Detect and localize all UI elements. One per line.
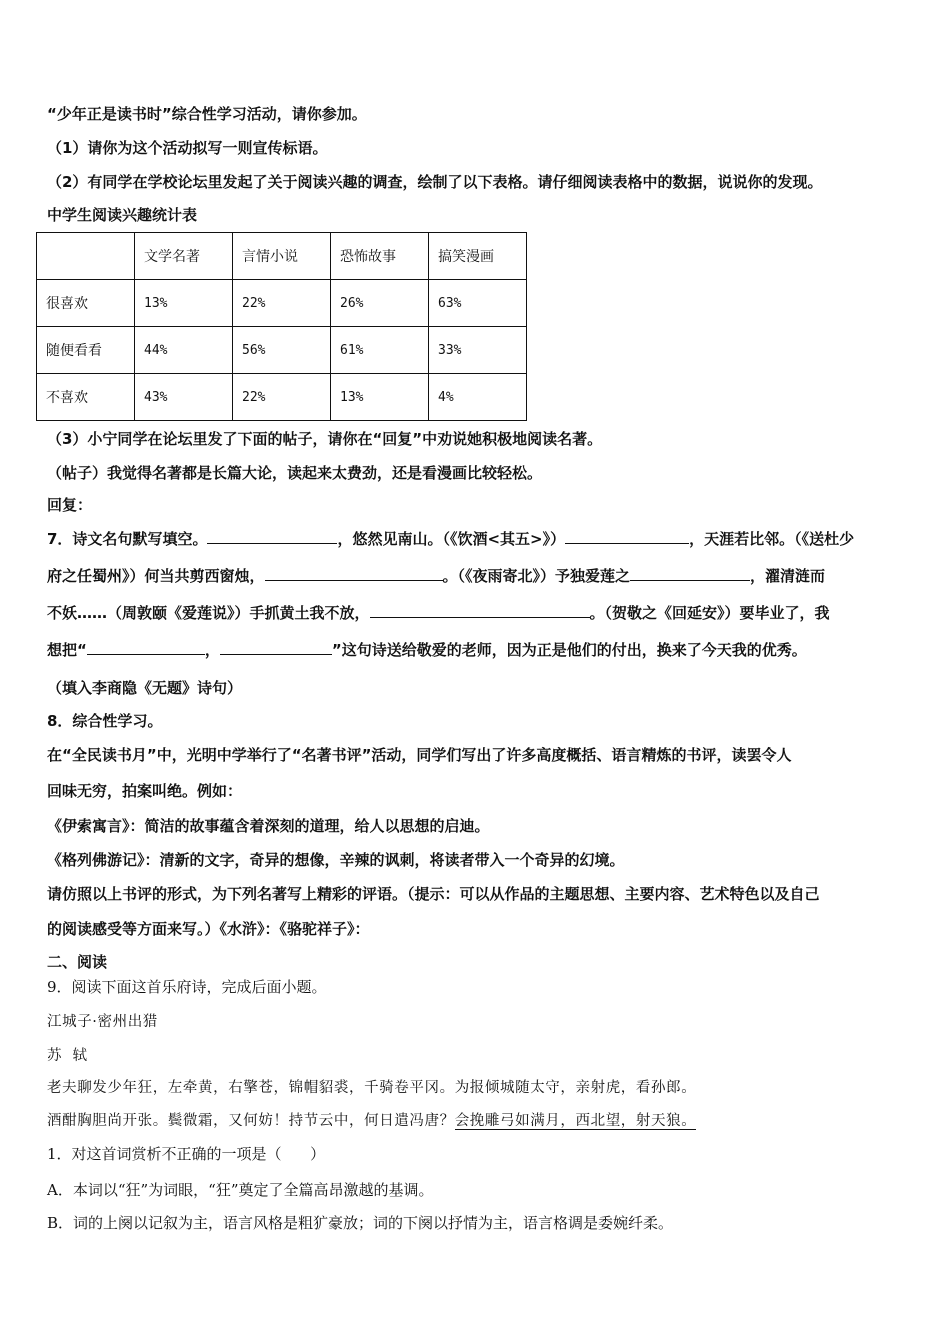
table-cell: 63% xyxy=(429,280,527,327)
question-3: （3）小宁同学在论坛里发了下面的帖子，请你在“回复”中劝说她积极地阅读名著。 xyxy=(47,430,603,448)
fill-blank[interactable] xyxy=(265,566,443,581)
q9-instruction: 9．阅读下面这首乐府诗，完成后面小题。 xyxy=(47,978,327,996)
fill-blank[interactable] xyxy=(370,603,590,618)
q8-example-2: 《格列佛游记》：清新的文字，奇异的想像，辛辣的讽刺，将读者带入一个奇异的幻境。 xyxy=(47,851,625,869)
q7-text: ，悠然见南山。（《饮酒<其五>》） xyxy=(337,530,566,548)
table-header-row xyxy=(37,233,527,280)
q7-note: （填入李商隐《无题》诗句） xyxy=(47,679,243,697)
option-b[interactable]: B．词的上阕以记叙为主，语言风格是粗犷豪放；词的下阕以抒情为主，语言格调是委婉纤柔。 xyxy=(47,1214,674,1232)
table-cell: 4% xyxy=(429,374,527,421)
question-2: （2）有同学在学校论坛里发起了关于阅读兴趣的调查，绘制了以下表格。请仔细阅读表格中的数据，说说你的发现。 xyxy=(47,173,823,191)
q7-text: 7．诗文名句默写填空。 xyxy=(47,530,208,548)
table-header-cell: 搞笑漫画 xyxy=(429,233,527,280)
table-header-cell: 言情小说 xyxy=(233,233,331,280)
table-cell: 44% xyxy=(135,327,233,374)
table-cell: 43% xyxy=(135,374,233,421)
poem-text-underlined: 会挽雕弓如满月，西北望，射天狼。 xyxy=(454,1113,697,1129)
fill-blank[interactable] xyxy=(565,529,689,544)
table-header-cell: 恐怖故事 xyxy=(331,233,429,280)
q7-text: ，天涯若比邻。（《送杜少 xyxy=(689,530,855,548)
poem-text: 酒酣胸胆尚开张。鬓微霜，又何妨！持节云中，何日遣冯唐？ xyxy=(47,1113,455,1129)
option-a[interactable]: A．本词以“狂”为词眼，“狂”奠定了全篇高昂激越的基调。 xyxy=(47,1181,434,1199)
poem-line-2 xyxy=(47,1109,696,1130)
poem-author: 苏 轼 xyxy=(47,1048,88,1064)
q7-line-1 xyxy=(47,528,854,549)
fill-blank[interactable] xyxy=(630,566,750,581)
q8-task: 的阅读感受等方面来写。）《水浒》：《骆驼祥子》： xyxy=(47,920,370,938)
sub-question-1: 1．对这首词赏析不正确的一项是（ ） xyxy=(47,1145,326,1163)
fill-blank[interactable] xyxy=(87,640,205,655)
q7-text: ，濯清涟而 xyxy=(750,567,826,585)
poem-title: 江城子·密州出猎 xyxy=(47,1014,158,1030)
q7-text: 不妖……（周敦颐《爱莲说》）手抓黄土我不放， xyxy=(47,604,370,622)
q8-paragraph: 回味无穷，拍案叫绝。例如： xyxy=(47,782,243,800)
table-row xyxy=(37,327,527,374)
q8-task: 请仿照以上书评的形式，为下列名著写上精彩的评语。（提示：可以从作品的主题思想、主要内容、艺术特色以及自己 xyxy=(47,885,820,903)
table-row-label: 很喜欢 xyxy=(37,280,135,327)
table-row-label: 不喜欢 xyxy=(37,374,135,421)
question-1: （1）请你为这个活动拟写一则宣传标语。 xyxy=(47,139,328,157)
table-caption: 中学生阅读兴趣统计表 xyxy=(47,206,198,224)
q7-text: 。（贺敬之《回延安》）要毕业了，我 xyxy=(589,604,830,622)
table-cell: 13% xyxy=(135,280,233,327)
q7-text: ”这句诗送给敬爱的老师，因为正是他们的付出，换来了今天我的优秀。 xyxy=(331,641,807,659)
q8-paragraph: 在“全民读书月”中，光明中学举行了“名著书评”活动，同学们写出了许多高度概括、语言精炼的书评，读罢令人 xyxy=(47,746,792,764)
table-cell: 22% xyxy=(233,374,331,421)
table-cell: 56% xyxy=(233,327,331,374)
q7-text: ， xyxy=(204,641,220,659)
table-cell: 33% xyxy=(429,327,527,374)
section-heading: 二、阅读 xyxy=(47,953,108,971)
reply-label: 回复： xyxy=(47,496,93,514)
q7-text: 。（《夜雨寄北》）予独爱莲之 xyxy=(442,567,631,585)
q7-text: 想把“ xyxy=(47,641,87,659)
table-cell: 13% xyxy=(331,374,429,421)
table-row-label: 随便看看 xyxy=(37,327,135,374)
table-cell: 26% xyxy=(331,280,429,327)
table-cell: 61% xyxy=(331,327,429,374)
table-row xyxy=(37,280,527,327)
intro-title: “少年正是读书时”综合性学习活动，请你参加。 xyxy=(47,105,367,123)
reading-interest-table xyxy=(36,232,527,421)
fill-blank[interactable] xyxy=(220,640,332,655)
q7-text: 府之任蜀州》）何当共剪西窗烛， xyxy=(47,567,265,585)
q8-example-1: 《伊索寓言》：简洁的故事蕴含着深刻的道理，给人以思想的启迪。 xyxy=(47,817,490,835)
table-header-cell xyxy=(37,233,135,280)
table-cell: 22% xyxy=(233,280,331,327)
q8-title: 8．综合性学习。 xyxy=(47,712,163,730)
q7-line-3 xyxy=(47,602,830,623)
q7-line-4 xyxy=(47,639,807,660)
table-header-cell: 文学名著 xyxy=(135,233,233,280)
forum-post: （帖子）我觉得名著都是长篇大论，读起来太费劲，还是看漫画比较轻松。 xyxy=(47,464,543,482)
fill-blank[interactable] xyxy=(207,529,337,544)
table-row xyxy=(37,374,527,421)
q7-line-2 xyxy=(47,565,825,586)
poem-line-1: 老夫聊发少年狂，左牵黄，右擎苍，锦帽貂裘，千骑卷平冈。为报倾城随太守，亲射虎，看孙郎。 xyxy=(47,1080,697,1096)
